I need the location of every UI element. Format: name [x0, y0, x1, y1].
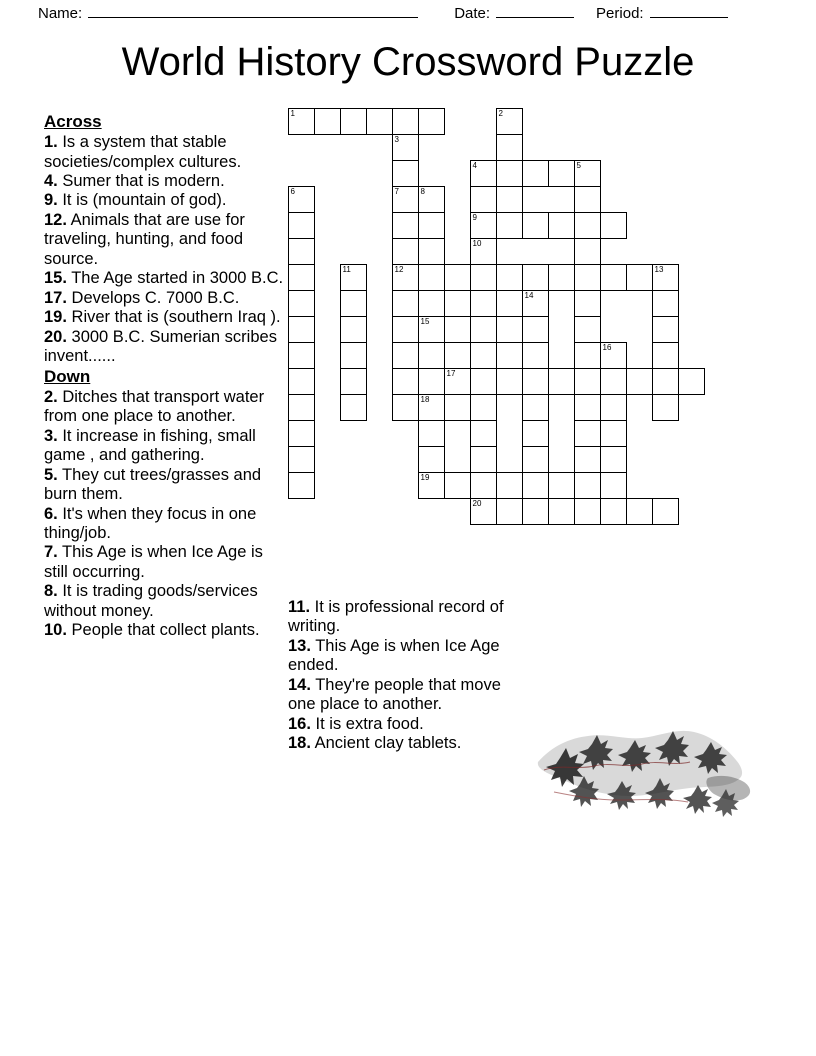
grid-cell[interactable]: [574, 290, 601, 317]
clue-down-3: [44, 427, 284, 466]
clue-number: 17.: [44, 288, 67, 307]
clue-across-19: [44, 308, 284, 327]
grid-cell[interactable]: [392, 108, 419, 135]
grid-cell[interactable]: [470, 212, 497, 239]
clue-number: 10.: [44, 621, 67, 640]
clue-text: They're people that move one place to another.: [288, 675, 501, 714]
clue-text: Ditches that transport water from one place to another.: [44, 387, 265, 426]
grid-cell[interactable]: [522, 368, 549, 395]
clue-number: 15.: [44, 269, 67, 288]
grid-cell[interactable]: [470, 316, 497, 343]
clue-number: 7.: [44, 543, 58, 562]
grid-cell-number: 15: [420, 317, 430, 326]
grid-cell[interactable]: [600, 446, 627, 473]
grid-cell[interactable]: [522, 264, 549, 291]
name-blank[interactable]: [88, 4, 418, 18]
grid-cell[interactable]: [392, 394, 419, 421]
grid-cell[interactable]: [652, 290, 679, 317]
grid-cell[interactable]: [574, 342, 601, 369]
across-heading: Across: [44, 112, 102, 131]
grid-cell[interactable]: [470, 498, 497, 525]
grid-cell[interactable]: [496, 472, 523, 499]
student-info-header: [38, 4, 786, 26]
clue-down-18: [288, 734, 523, 753]
grid-cell-number: 14: [524, 291, 534, 300]
grid-cell[interactable]: [470, 290, 497, 317]
clue-text: River that is (southern Iraq ).: [66, 308, 281, 327]
clue-down-5: [44, 466, 284, 505]
grid-cell[interactable]: [600, 420, 627, 447]
grid-cell[interactable]: [418, 472, 445, 499]
grid-cell[interactable]: [522, 420, 549, 447]
clue-number: 18.: [288, 734, 311, 753]
grid-cell-number: 3: [394, 135, 399, 144]
grid-cell[interactable]: [652, 498, 679, 525]
grid-cell[interactable]: [678, 368, 705, 395]
clue-text: Sumer that is modern.: [57, 171, 225, 190]
clue-number: 11.: [288, 598, 311, 616]
grid-cell[interactable]: [444, 264, 471, 291]
grid-cell[interactable]: [600, 394, 627, 421]
grid-cell-number: 11: [342, 265, 351, 274]
grid-cell[interactable]: [470, 186, 497, 213]
clue-down-10: [44, 621, 284, 640]
grid-cell[interactable]: [288, 316, 315, 343]
grid-cell[interactable]: [470, 420, 497, 447]
grid-cell[interactable]: [288, 342, 315, 369]
page-title: World History Crossword Puzzle: [121, 40, 695, 84]
grid-cell-number: 12: [394, 265, 404, 274]
date-blank[interactable]: [496, 4, 574, 18]
grid-cell[interactable]: [574, 264, 601, 291]
grid-cell[interactable]: [418, 368, 445, 395]
grid-cell[interactable]: [548, 160, 575, 187]
clue-number: 2.: [44, 387, 58, 406]
clue-text: This Age is when Ice Age ended.: [288, 636, 500, 675]
grid-cell-number: 7: [394, 187, 399, 196]
grid-cell-number: 10: [472, 239, 482, 248]
grid-cell[interactable]: [444, 472, 471, 499]
grid-cell[interactable]: [522, 316, 549, 343]
grid-cell[interactable]: [574, 498, 601, 525]
clue-down-2: [44, 388, 284, 427]
grid-cell[interactable]: [392, 212, 419, 239]
grid-cell[interactable]: [652, 264, 679, 291]
grid-cell[interactable]: [574, 238, 601, 265]
clues-right-column: [288, 598, 523, 754]
grid-cell[interactable]: [444, 394, 471, 421]
prehistoric-hunting-scene-illustration: [530, 700, 770, 850]
grid-cell-number: 2: [498, 109, 503, 118]
grid-cell[interactable]: [392, 290, 419, 317]
clue-text: People that collect plants.: [66, 621, 260, 640]
grid-cell[interactable]: [470, 394, 497, 421]
grid-cell[interactable]: [288, 264, 315, 291]
grid-cell[interactable]: [392, 134, 419, 161]
down-clue-list-part1: [44, 388, 284, 641]
clue-text: The Age started in 3000 B.C.: [66, 269, 284, 288]
clue-text: It increase in fishing, small game , and gathering.: [44, 426, 256, 465]
grid-cell[interactable]: [470, 238, 497, 265]
clue-number: 12.: [44, 210, 67, 229]
grid-cell[interactable]: [288, 186, 315, 213]
grid-cell-number: 19: [420, 473, 430, 482]
clue-number: 5.: [44, 465, 58, 484]
grid-cell[interactable]: [392, 342, 419, 369]
clue-text: Develops C. 7000 B.C.: [66, 288, 240, 307]
clue-text: Ancient clay tablets.: [310, 734, 462, 753]
grid-cell[interactable]: [340, 316, 367, 343]
grid-cell[interactable]: [548, 212, 575, 239]
grid-cell[interactable]: [288, 472, 315, 499]
clue-text: It is professional record of writing.: [288, 598, 504, 636]
grid-cell[interactable]: [418, 316, 445, 343]
grid-cell[interactable]: [574, 394, 601, 421]
grid-cell[interactable]: [288, 394, 315, 421]
clue-number: 4.: [44, 171, 58, 190]
clue-across-4: [44, 172, 284, 191]
grid-cell[interactable]: [496, 264, 523, 291]
grid-cell[interactable]: [548, 368, 575, 395]
grid-cell[interactable]: [574, 368, 601, 395]
grid-cell[interactable]: [574, 472, 601, 499]
grid-cell[interactable]: [392, 368, 419, 395]
grid-cell[interactable]: [626, 368, 653, 395]
grid-cell[interactable]: [600, 342, 627, 369]
grid-cell[interactable]: [340, 290, 367, 317]
clues-left-column: [44, 112, 284, 641]
grid-cell[interactable]: [418, 420, 445, 447]
clue-text: This Age is when Ice Age is still occurring.: [44, 543, 263, 581]
clue-number: 20.: [44, 327, 67, 346]
clue-number: 19.: [44, 308, 67, 327]
grid-cell[interactable]: [652, 368, 679, 395]
grid-cell[interactable]: [522, 472, 549, 499]
date-label: Date:: [454, 5, 491, 22]
name-label: Name:: [38, 5, 83, 22]
clue-text: Animals that are use for traveling, hunting, and food source.: [44, 210, 245, 268]
clue-down-16: [288, 715, 523, 734]
grid-cell[interactable]: [574, 212, 601, 239]
clue-down-8: [44, 582, 284, 621]
clue-number: 8.: [44, 582, 58, 601]
grid-cell[interactable]: [366, 108, 393, 135]
grid-cell[interactable]: [470, 472, 497, 499]
clue-number: 14.: [288, 675, 311, 694]
clue-across-9: [44, 191, 284, 210]
grid-cell-number: 16: [602, 343, 612, 352]
clue-across-20: [44, 328, 284, 367]
grid-cell[interactable]: [314, 108, 341, 135]
grid-cell[interactable]: [444, 368, 471, 395]
grid-cell[interactable]: [340, 368, 367, 395]
grid-cell[interactable]: [600, 264, 627, 291]
grid-cell[interactable]: [522, 290, 549, 317]
grid-cell[interactable]: [496, 368, 523, 395]
grid-cell[interactable]: [522, 212, 549, 239]
grid-cell[interactable]: [496, 212, 523, 239]
clue-number: 16.: [288, 714, 311, 733]
grid-cell-number: 1: [290, 109, 295, 118]
clue-across-17: [44, 289, 284, 308]
grid-cell[interactable]: [574, 160, 601, 187]
grid-cell[interactable]: [340, 342, 367, 369]
grid-cell[interactable]: [574, 446, 601, 473]
grid-cell[interactable]: [574, 316, 601, 343]
grid-cell-number: 5: [576, 161, 581, 170]
grid-cell[interactable]: [418, 108, 445, 135]
grid-cell[interactable]: [288, 108, 315, 135]
grid-cell-number: 9: [472, 213, 477, 222]
period-blank[interactable]: [650, 4, 728, 18]
clue-number: 6.: [44, 504, 58, 523]
grid-cell[interactable]: [392, 186, 419, 213]
grid-cell[interactable]: [652, 342, 679, 369]
grid-cell[interactable]: [496, 108, 523, 135]
grid-cell[interactable]: [600, 368, 627, 395]
grid-cell[interactable]: [418, 290, 445, 317]
grid-cell[interactable]: [288, 420, 315, 447]
grid-cell[interactable]: [288, 238, 315, 265]
grid-cell[interactable]: [470, 264, 497, 291]
grid-cell[interactable]: [288, 368, 315, 395]
grid-cell[interactable]: [626, 498, 653, 525]
clue-number: 9.: [44, 191, 58, 210]
grid-cell[interactable]: [288, 212, 315, 239]
grid-cell[interactable]: [288, 446, 315, 473]
clue-number: 1.: [44, 133, 58, 152]
clue-text: Is a system that stable societies/complex cultures.: [44, 133, 242, 171]
grid-cell[interactable]: [496, 134, 523, 161]
grid-cell[interactable]: [418, 186, 445, 213]
grid-cell[interactable]: [470, 368, 497, 395]
clue-text: It is trading goods/services without money.: [44, 582, 258, 620]
grid-cell[interactable]: [340, 264, 367, 291]
grid-cell[interactable]: [652, 316, 679, 343]
clue-across-15: [44, 269, 284, 288]
clue-across-1: [44, 133, 284, 172]
grid-cell-number: 6: [290, 187, 295, 196]
down-heading: Down: [44, 366, 91, 386]
clue-number: 13.: [288, 636, 311, 655]
clue-number: 3.: [44, 426, 58, 445]
clue-across-12: [44, 211, 284, 269]
period-label: Period:: [596, 5, 644, 22]
clue-down-6: [44, 505, 284, 544]
grid-cell[interactable]: [470, 446, 497, 473]
grid-cell[interactable]: [522, 342, 549, 369]
grid-cell[interactable]: [340, 108, 367, 135]
grid-cell[interactable]: [444, 316, 471, 343]
grid-cell[interactable]: [548, 264, 575, 291]
grid-cell[interactable]: [392, 316, 419, 343]
grid-cell[interactable]: [600, 498, 627, 525]
grid-cell-number: 4: [472, 161, 477, 170]
grid-cell[interactable]: [470, 342, 497, 369]
grid-cell[interactable]: [392, 238, 419, 265]
grid-cell[interactable]: [496, 160, 523, 187]
clue-text: It is extra food.: [310, 714, 424, 733]
grid-cell[interactable]: [548, 472, 575, 499]
down-clue-list-part2: [288, 598, 523, 754]
grid-cell[interactable]: [418, 342, 445, 369]
grid-cell[interactable]: [496, 186, 523, 213]
clue-text: 3000 B.C. Sumerian scribes invent......: [44, 327, 277, 366]
grid-cell[interactable]: [522, 498, 549, 525]
clue-down-13: [288, 637, 523, 676]
grid-cell-number: 20: [472, 499, 482, 508]
grid-cell-number: 13: [654, 265, 664, 274]
grid-cell[interactable]: [288, 290, 315, 317]
grid-cell[interactable]: [470, 160, 497, 187]
grid-cell[interactable]: [574, 420, 601, 447]
clue-down-14: [288, 676, 523, 715]
clue-down-11: [288, 598, 523, 637]
grid-cell[interactable]: [600, 212, 627, 239]
grid-cell[interactable]: [522, 394, 549, 421]
grid-cell[interactable]: [418, 264, 445, 291]
clue-text: It's when they focus in one thing/job.: [44, 504, 257, 542]
grid-cell[interactable]: [418, 212, 445, 239]
grid-cell[interactable]: [496, 316, 523, 343]
grid-cell[interactable]: [522, 446, 549, 473]
clue-text: They cut trees/grasses and burn them.: [44, 465, 262, 504]
grid-cell[interactable]: [418, 394, 445, 421]
grid-cell-number: 8: [420, 187, 425, 196]
grid-cell[interactable]: [496, 498, 523, 525]
grid-cell[interactable]: [574, 186, 601, 213]
grid-cell[interactable]: [392, 160, 419, 187]
grid-cell[interactable]: [600, 472, 627, 499]
crossword-grid[interactable]: [288, 108, 788, 588]
grid-cell[interactable]: [626, 264, 653, 291]
clue-text: It is (mountain of god).: [57, 191, 227, 210]
grid-cell-number: 17: [446, 369, 456, 378]
grid-cell[interactable]: [522, 160, 549, 187]
clue-down-7: [44, 543, 284, 582]
grid-cell-number: 18: [420, 395, 430, 404]
grid-cell[interactable]: [652, 394, 679, 421]
grid-cell[interactable]: [418, 238, 445, 265]
grid-cell[interactable]: [392, 264, 419, 291]
grid-cell[interactable]: [340, 394, 367, 421]
grid-cell[interactable]: [418, 446, 445, 473]
grid-cell[interactable]: [548, 498, 575, 525]
across-clue-list: [44, 133, 284, 367]
